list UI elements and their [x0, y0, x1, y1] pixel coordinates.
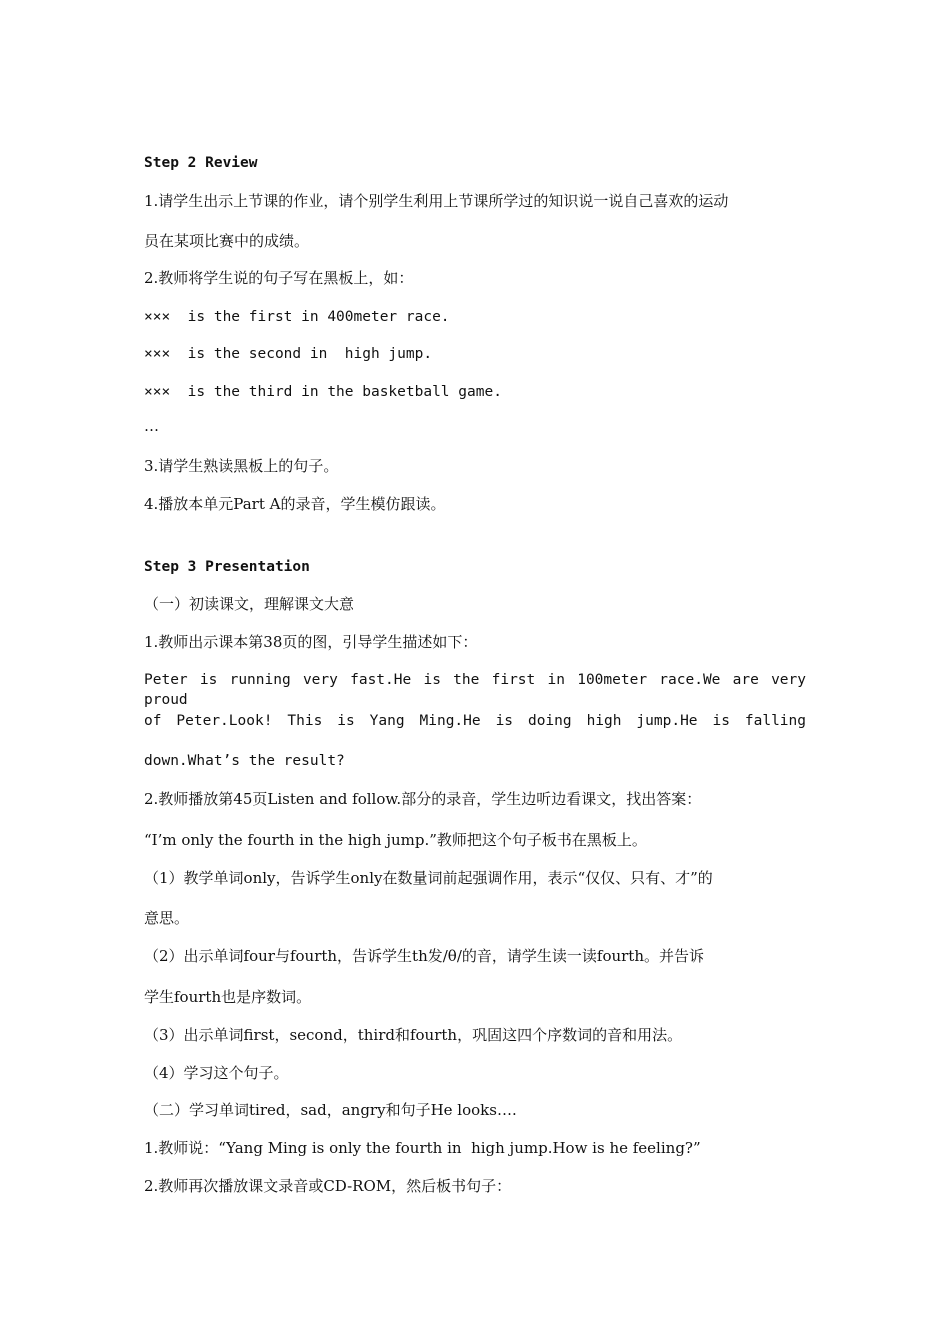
ellipsis: … [144, 417, 159, 435]
step3-heading: Step 3 Presentation [144, 559, 310, 575]
step2-paragraph-1b: 员在某项比赛中的成绩。 [144, 232, 310, 250]
step3-question-1: 1.教师说：“Yang Ming is only the fourth in high jump.How is he feeling?” [144, 1139, 701, 1157]
step2-heading: Step 2 Review [144, 155, 258, 171]
step3-paragraph-2a: 2.教师播放第45页Listen and follow.部分的录音，学生边听边看课文，找出答案： [144, 790, 702, 808]
example-sentence-1: ××× is the first in 400meter race. [144, 309, 450, 325]
substep-2b: 学生fourth也是序数词。 [144, 988, 312, 1006]
step2-paragraph-1a: 1.请学生出示上节课的作业，请个别学生利用上节课所学过的知识说一说自己喜欢的运动 [144, 192, 729, 210]
substep-1a: （1）教学单词only，告诉学生only在数量词前起强调作用，表示“仅仅、只有、才”的 [144, 869, 713, 887]
step3-paragraph-1: 1.教师出示课本第38页的图，引导学生描述如下： [144, 633, 478, 651]
description-line-1: Peter is running very fast.He is the first in 100meter race.We are very proud [144, 672, 806, 708]
step2-paragraph-4: 4.播放本单元Part A的录音，学生模仿跟读。 [144, 495, 446, 513]
step3-subheading-1: （一）初读课文，理解课文大意 [144, 595, 355, 613]
substep-2a: （2）出示单词four与fourth，告诉学生th发/θ/的音，请学生读一读fourth。并告诉 [144, 947, 704, 965]
example-sentence-2: ××× is the second in high jump. [144, 346, 433, 362]
substep-4: （4）学习这个句子。 [144, 1064, 289, 1082]
description-line-2: of Peter.Look! This is Yang Ming.He is doing high jump.He is falling [144, 713, 806, 729]
substep-3: （3）出示单词first，second，third和fourth，巩固这四个序数词的音和用法。 [144, 1026, 683, 1044]
step3-question-2: 2.教师再次播放课文录音或CD-ROM，然后板书句子： [144, 1177, 512, 1195]
step2-paragraph-3: 3.请学生熟读黑板上的句子。 [144, 457, 339, 475]
step3-subheading-2: （二）学习单词tired，sad，angry和句子He looks…. [144, 1101, 517, 1119]
step3-paragraph-2b: “I’m only the fourth in the high jump.”教师把这个句子板书在黑板上。 [144, 831, 647, 849]
substep-1b: 意思。 [144, 909, 190, 927]
example-sentence-3: ××× is the third in the basketball game. [144, 384, 502, 400]
description-line-3: down.What’s the result? [144, 753, 345, 769]
step2-paragraph-2: 2.教师将学生说的句子写在黑板上，如： [144, 269, 414, 287]
